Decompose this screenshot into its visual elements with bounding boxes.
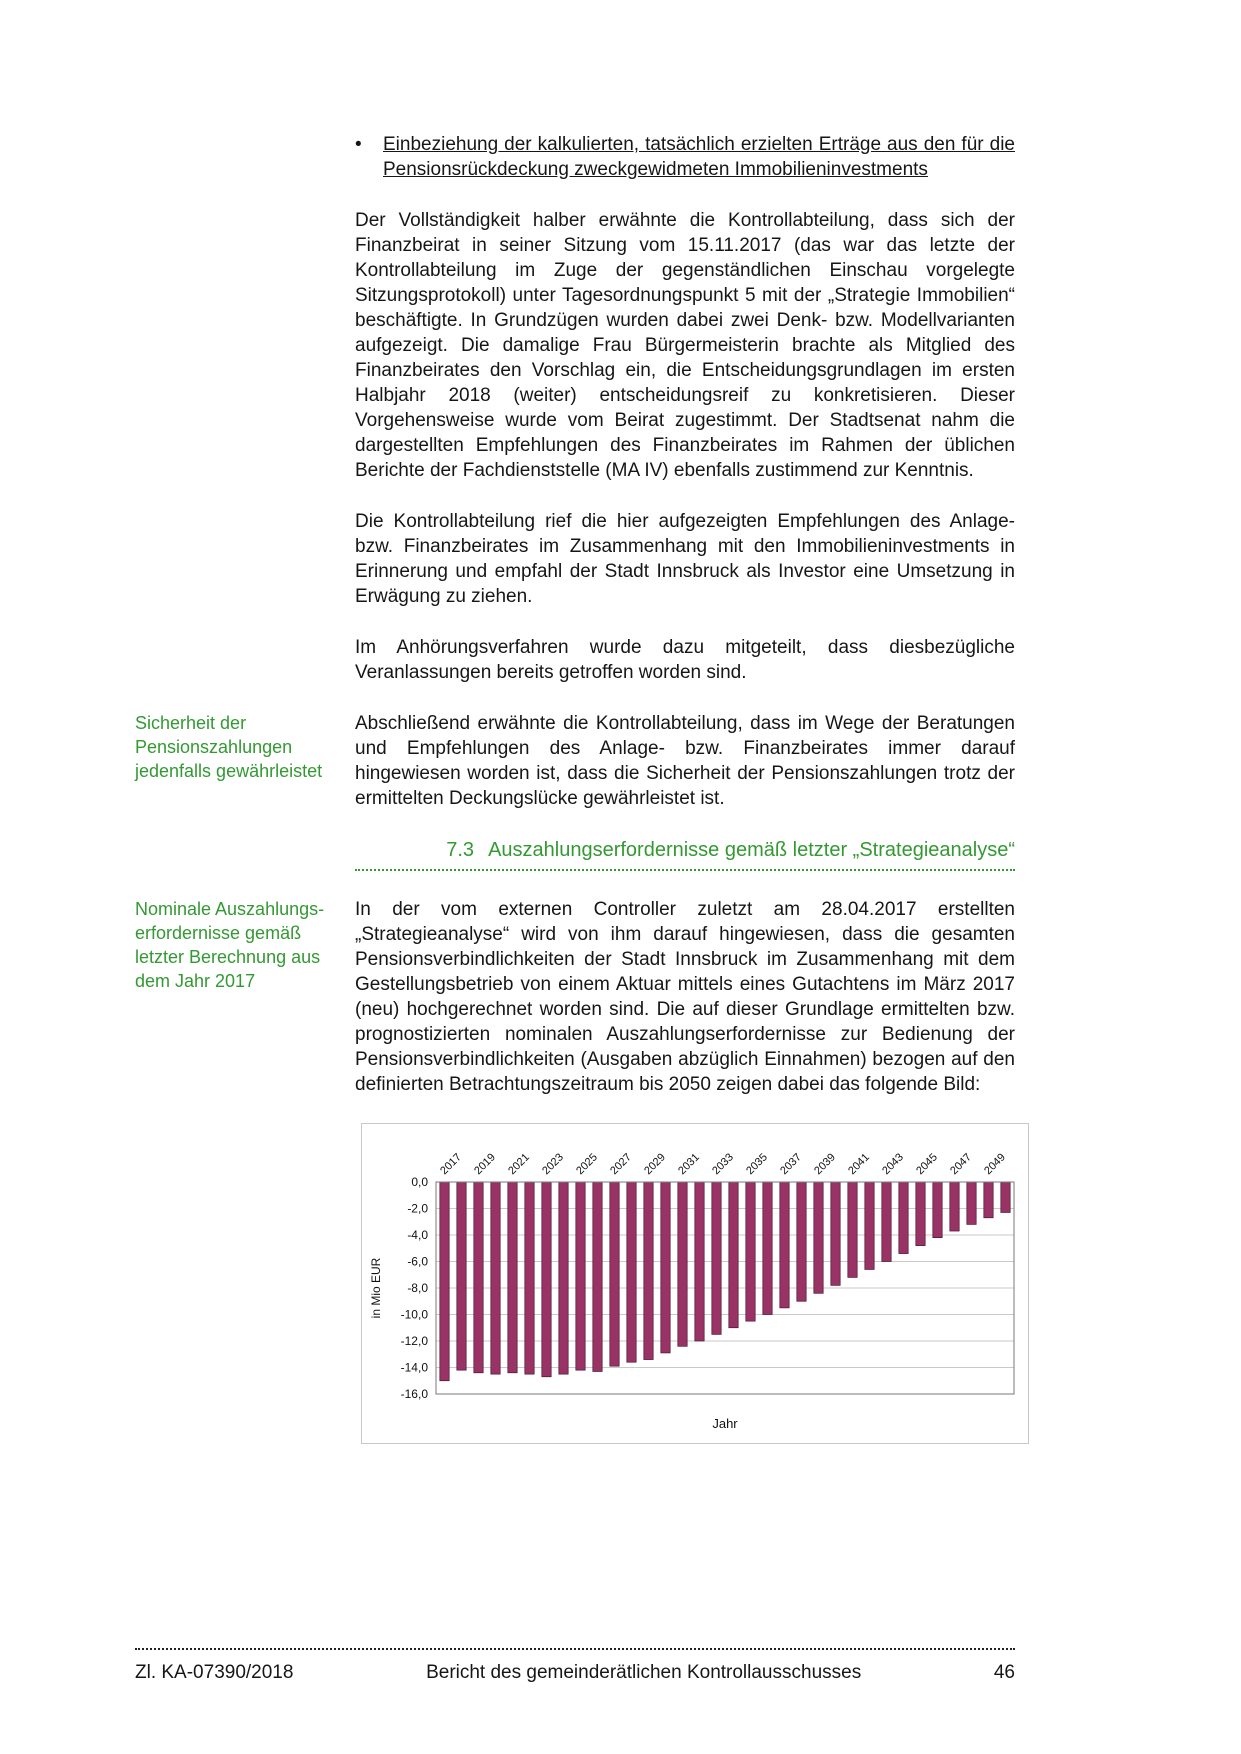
svg-text:2033: 2033 (710, 1151, 736, 1178)
section-heading-row (135, 837, 1015, 871)
paragraph-row-2 (135, 509, 1015, 609)
footer-document-number: Zl. KA-07390/2018 (135, 1662, 294, 1683)
page-content (135, 132, 1015, 1470)
svg-text:-12,0: -12,0 (400, 1334, 428, 1348)
section-number: 7.3 (446, 839, 475, 861)
page-footer (135, 1648, 1015, 1685)
svg-text:2037: 2037 (778, 1151, 804, 1178)
svg-text:-14,0: -14,0 (400, 1360, 428, 1375)
svg-text:2035: 2035 (744, 1151, 770, 1178)
bullet-marker: • (355, 134, 362, 155)
svg-text:-16,0: -16,0 (400, 1387, 428, 1401)
paragraph-finanzbeirat: Der Vollständigkeit halber erwähnte die Kontrollabteilung, dass sich der Finanzbeirat in seiner Sitzung vom 15.11.2017 (das war das letzte der Kontrollabteilung im Zuge der gegenständlichen Einschau vorgelegte Sitzungsprotokoll) unter Tagesordnungspunkt 5 mit der „Strategie Immobilien“ beschäftigte. In Grundzügen wurden dabei zwei Denk- bzw. Modellvarianten aufgezeigt. Die damalige Frau Bürgermeisterin brachte als Mitglied des Finanzbeirates den Vorschlag ein, die Entscheidungsgrundlagen im ersten Halbjahr 2018 (weiter) entscheidungsreif zu konkretisieren. Dieser Vorgehensweise wurde vom Beirat zugestimmt. Der Stadtsenat nahm die dargestellten Empfehlungen des Finanzbeirates im Rahmen der üblichen Berichte der Fachdienststelle (MA IV) ebenfalls zustimmend zur Kenntnis. (355, 210, 1015, 481)
svg-text:-6,0: -6,0 (407, 1254, 428, 1269)
footer-report-title: Bericht des gemeinderätlichen Kontrollausschusses (426, 1662, 862, 1683)
svg-text:2023: 2023 (540, 1151, 566, 1178)
bullet-list (135, 132, 1015, 182)
chart-row (135, 1123, 1015, 1444)
paragraph-strategieanalyse: In der vom externen Controller zuletzt am 28.04.2017 erstellten „Strategieanalyse“ wird von ihm darauf hingewiesen, dass die gesamten Pensionsverbindlichkeiten der Stadt Innsbruck im Zusammenhang mit dem Gestellungsbetrieb von einem Aktuar mittels eines Gutachtens im März 2017 (neu) hochgerechnet worden sind. Die auf dieser Grundlage ermittelten bzw. prognostizierten nominalen Auszahlungserfordernisse zur Bedienung der Pensionsverbindlichkeiten (Ausgaben abzüglich Einnahmen) bezogen auf den definierten Betrachtungszeitraum bis 2050 zeigen dabei das folgende Bild: (355, 899, 1015, 1095)
paragraph-row-4 (135, 711, 1015, 811)
paragraph-sicherheit: Abschließend erwähnte die Kontrollabteilung, dass im Wege der Beratungen und Empfehlungen des Anlage- bzw. Finanzbeirates immer darauf hingewiesen worden ist, dass die Sicherheit der Pensionszahlungen trotz der ermittelten Deckungslücke gewährleistet ist. (355, 713, 1015, 809)
svg-text:2017: 2017 (438, 1151, 464, 1178)
svg-text:Jahr: Jahr (712, 1416, 738, 1431)
section-heading (355, 837, 1015, 871)
svg-text:in Mio EUR: in Mio EUR (369, 1257, 383, 1319)
svg-text:2031: 2031 (676, 1151, 702, 1178)
payout-bar-chart (361, 1123, 1029, 1444)
svg-text:2041: 2041 (846, 1151, 872, 1178)
footer-dotted-rule (135, 1648, 1015, 1650)
bullet-item-text: Einbeziehung der kalkulierten, tatsächlich erzielten Erträge aus den für die Pensionsrückdeckung zweckgewidmeten Immobilieninvestments (383, 134, 1015, 180)
bullet-list-item (355, 132, 1015, 182)
svg-text:-2,0: -2,0 (407, 1201, 428, 1216)
svg-text:2021: 2021 (506, 1151, 532, 1178)
margin-note-nominal: Nominale Auszahlungserfordernisse gemäß letzter Berechnung aus dem Jahr 2017 (135, 899, 325, 991)
paragraph-anhoerungsverfahren: Im Anhörungsverfahren wurde dazu mitgeteilt, dass diesbezügliche Veranlassungen bereits getroffen worden sind. (355, 637, 1015, 683)
svg-text:2047: 2047 (948, 1151, 974, 1178)
svg-text:2029: 2029 (642, 1151, 668, 1178)
svg-text:2045: 2045 (914, 1151, 940, 1178)
section-title: Auszahlungserfordernisse gemäß letzter „Strategieanalyse“ (488, 839, 1015, 861)
paragraph-row-1 (135, 208, 1015, 483)
svg-text:2025: 2025 (574, 1151, 600, 1178)
svg-text:-4,0: -4,0 (407, 1228, 428, 1242)
footer-text-row (135, 1661, 1015, 1685)
svg-text:-10,0: -10,0 (400, 1307, 428, 1322)
svg-text:-8,0: -8,0 (407, 1281, 428, 1295)
footer-page-number: 46 (993, 1662, 1015, 1683)
svg-text:2049: 2049 (982, 1151, 1008, 1178)
svg-text:2043: 2043 (880, 1151, 906, 1178)
margin-note-security: Sicherheit der Pensionszahlungen jedenfalls gewährleistet (135, 713, 323, 781)
paragraph-row-3 (135, 635, 1015, 685)
paragraph-row-5 (135, 897, 1015, 1097)
svg-text:2039: 2039 (812, 1151, 838, 1178)
svg-text:2027: 2027 (608, 1151, 634, 1178)
payout-bar-chart-svg (362, 1126, 1026, 1438)
paragraph-empfehlungen: Die Kontrollabteilung rief die hier aufgezeigten Empfehlungen des Anlage- bzw. Finanzbeirates im Zusammenhang mit den Immobilieninvestments in Erinnerung und empfahl der Stadt Innsbruck als Investor eine Umsetzung in Erwägung zu ziehen. (355, 511, 1015, 607)
svg-text:2019: 2019 (472, 1151, 498, 1178)
svg-text:0,0: 0,0 (411, 1175, 428, 1189)
